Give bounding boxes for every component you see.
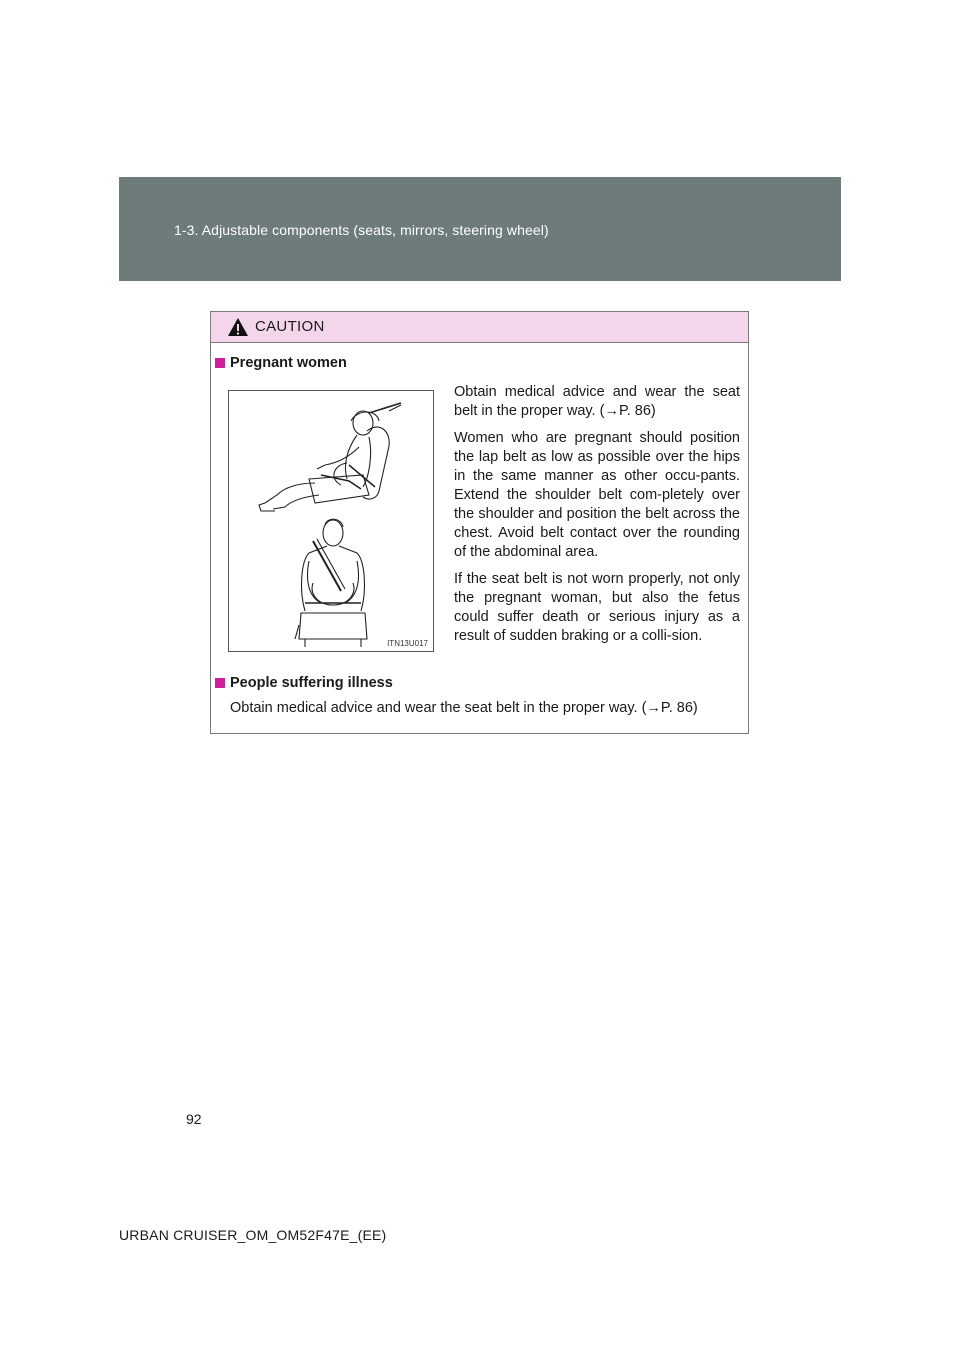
square-bullet-icon xyxy=(215,358,225,368)
seatbelt-illustration xyxy=(229,391,433,651)
figure-code: ITN13U017 xyxy=(387,639,428,648)
manual-code: URBAN CRUISER_OM_OM52F47E_(EE) xyxy=(119,1227,387,1243)
pregnant-body-text xyxy=(454,383,740,654)
section-title: 1-3. Adjustable components (seats, mirrors, steering wheel) xyxy=(174,222,549,238)
paragraph: Obtain medical advice and wear the seat belt in the proper way. (→P. 86) xyxy=(454,384,740,419)
heading-text: People suffering illness xyxy=(230,675,393,691)
heading-text: Pregnant women xyxy=(230,355,347,371)
section-heading-pregnant xyxy=(215,355,347,371)
paragraph: Women who are pregnant should position the lap belt as low as possible over the hips in the same manner as other occu-pants. Extend the shoulder belt com-pletely over the shoulder and position the belt across the chest. Avoid belt contact over the rounding of the abdominal area. xyxy=(454,430,740,560)
square-bullet-icon xyxy=(215,678,225,688)
warning-triangle-icon xyxy=(227,317,249,337)
caution-header xyxy=(211,312,748,343)
paragraph: If the seat belt is not worn properly, not only the pregnant woman, but also the fetus could suffer death or serious injury as a result of sudden braking or a colli-sion. xyxy=(454,571,740,644)
caution-box xyxy=(210,311,749,734)
section-heading-illness xyxy=(215,675,393,691)
page-number: 92 xyxy=(186,1111,202,1127)
illustration-pregnant-seatbelt xyxy=(228,390,434,652)
illness-body-text: Obtain medical advice and wear the seat belt in the proper way. (→P. 86) xyxy=(230,700,698,716)
caution-label: CAUTION xyxy=(255,318,325,335)
header-band xyxy=(119,177,841,281)
